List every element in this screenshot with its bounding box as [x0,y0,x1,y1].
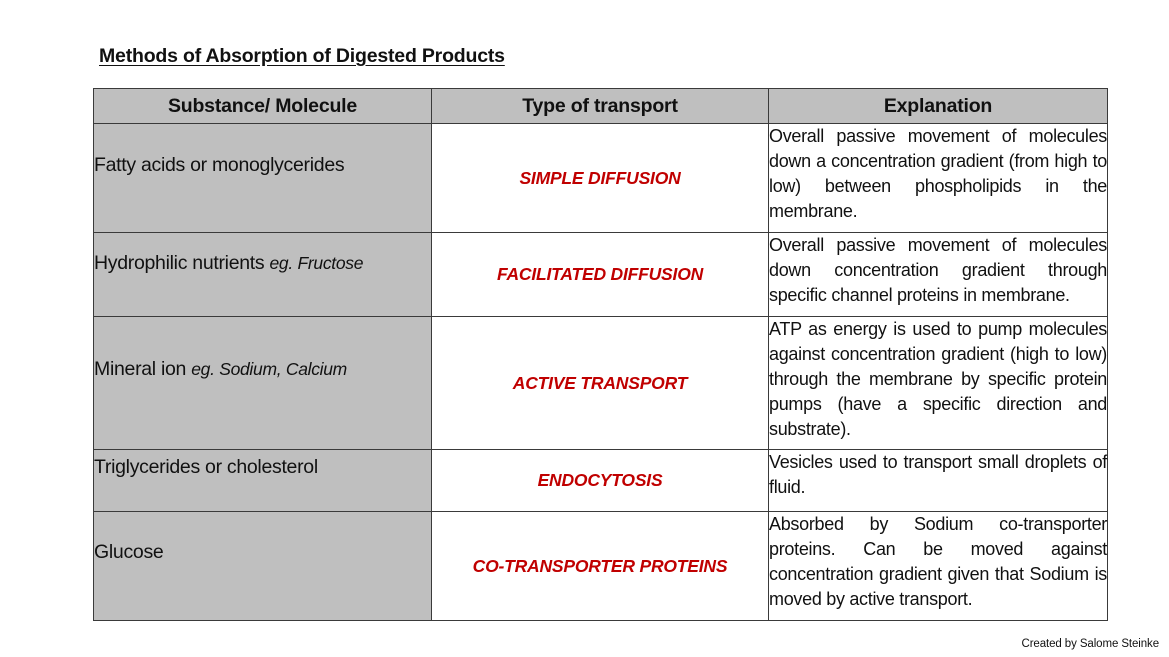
substance-text: Triglycerides or cholesterol [94,456,318,478]
substance-text: Glucose [94,541,164,563]
substance-name [94,512,431,565]
substance-example: eg. Sodium, Calcium [191,359,347,379]
substance-cell [94,317,432,450]
substance-example: eg. Fructose [269,253,364,273]
explanation-cell: Vesicles used to transport small droplets of fluid. [769,450,1108,512]
header-explanation: Explanation [769,89,1108,124]
transport-type-cell: ACTIVE TRANSPORT [432,317,769,450]
substance-name [94,317,431,382]
substance-name [94,233,431,276]
transport-type-cell: SIMPLE DIFFUSION [432,124,769,233]
table-header-row [94,89,1108,124]
substance-cell [94,233,432,317]
substance-text: Hydrophilic nutrients [94,252,265,274]
explanation-cell: Overall passive movement of molecules down a concentration gradient (from high to low) between phospholipids in the membrane. [769,124,1108,233]
table-row [94,512,1108,621]
absorption-methods-table [93,88,1108,621]
transport-type-cell: ENDOCYTOSIS [432,450,769,512]
substance-text: Mineral ion [94,358,187,380]
header-substance: Substance/ Molecule [94,89,432,124]
substance-name [94,450,431,480]
footer-credit: Created by Salome Steinke [1021,638,1159,650]
table-row [94,450,1108,512]
table-row [94,317,1108,450]
explanation-cell: ATP as energy is used to pump molecules against concentration gradient (high to low) through the membrane by specific protein pumps (have a specific direction and substrate). [769,317,1108,450]
explanation-cell: Absorbed by Sodium co-transporter proteins. Can be moved against concentration gradient given that Sodium is moved by active transport. [769,512,1108,621]
table-row [94,233,1108,317]
substance-cell [94,450,432,512]
substance-cell [94,124,432,233]
substance-text: Fatty acids or monoglycerides [94,154,345,176]
explanation-cell: Overall passive movement of molecules down concentration gradient through specific channel proteins in membrane. [769,233,1108,317]
header-transport-type: Type of transport [432,89,769,124]
table-row [94,124,1108,233]
substance-name [94,124,431,178]
transport-type-cell: CO-TRANSPORTER PROTEINS [432,512,769,621]
page-title: Methods of Absorption of Digested Products [99,45,505,67]
transport-type-cell: FACILITATED DIFFUSION [432,233,769,317]
substance-cell [94,512,432,621]
